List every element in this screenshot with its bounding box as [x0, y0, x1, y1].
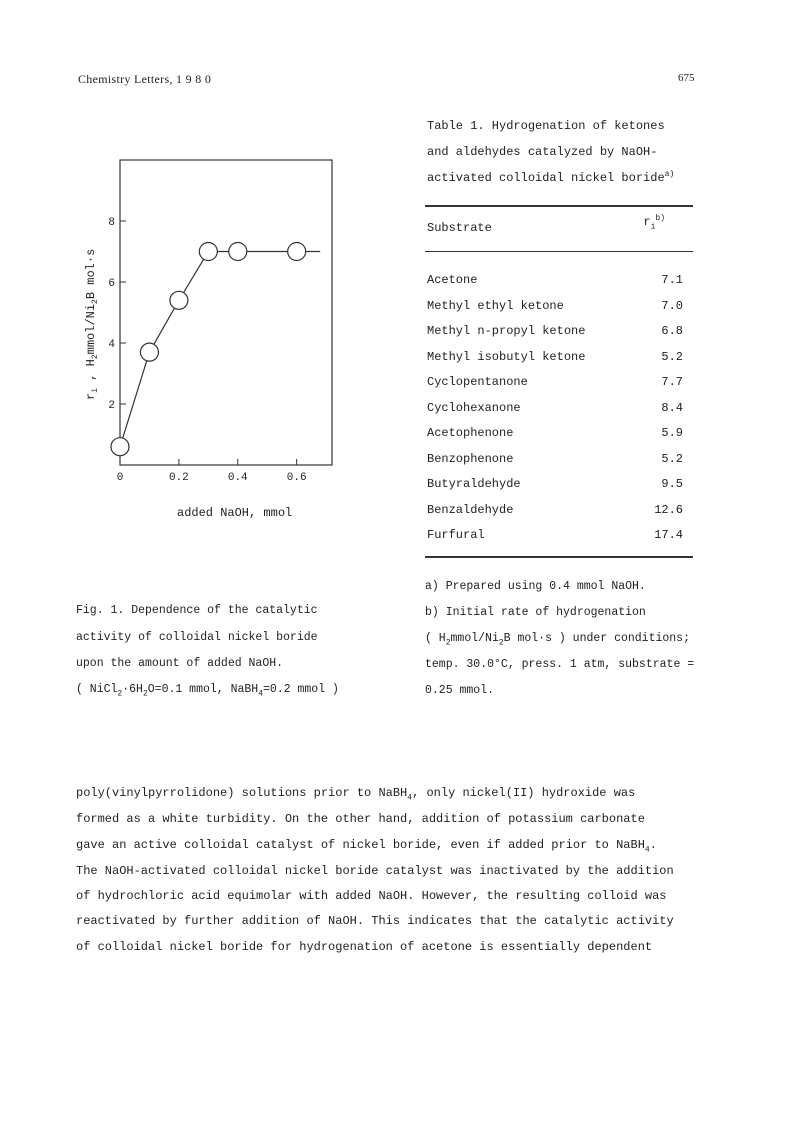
table-cell-rate: 8.4 [661, 400, 683, 415]
table-cell-rate: 5.9 [661, 426, 683, 440]
table-cell-substrate: Butyraldehyde [427, 477, 521, 491]
x-tick-label: 0.4 [227, 472, 248, 484]
body-line-5: of hydrochloric acid equimolar with added NaOH. However, the resulting colloid was [76, 889, 667, 903]
figure-caption-line-3: upon the amount of added NaOH. [76, 657, 284, 670]
y-tick-label: 8 [108, 217, 115, 229]
table-cell-substrate: Methyl isobutyl ketone [427, 349, 586, 364]
table-cell-substrate: Methyl ethyl ketone [427, 298, 564, 313]
x-tick-label: 0.2 [168, 472, 189, 484]
data-point [140, 343, 158, 361]
table-cell-substrate: Furfural [427, 528, 485, 542]
table-cell-rate: 17.4 [654, 528, 683, 542]
figure-caption-conditions: ( $NiCl_2\cdot 6H_2O=0.1$ mmol, NaBH$_4$=0.2 mmol ) [76, 683, 339, 699]
table-bottom-rule [425, 556, 693, 558]
table-cell-substrate: Methyl n-propyl ketone [427, 324, 586, 338]
table-header-rule [425, 251, 693, 252]
data-point [229, 243, 247, 261]
data-point [199, 243, 217, 261]
table-caption-line-2: and aldehydes catalyzed by NaOH- [427, 145, 658, 159]
journal-header: Chemistry Letters, 1 9 8 0 [78, 72, 212, 86]
y-axis-ticks [108, 217, 126, 412]
body-line-2: formed as a white turbidity. On the other hand, addition of potassium carbonate [76, 812, 645, 826]
body-line-3: gave an active colloidal catalyst of nickel boride, even if added prior to NaBH$_4$. [76, 838, 657, 855]
table-cell-substrate: Cyclohexanone [427, 400, 521, 415]
table-caption-line-1: Table 1. Hydrogenation of ketones [427, 119, 665, 133]
table-caption-line-3: activated colloidal nickel boride$^{a)}$ [427, 170, 675, 185]
table-header-substrate: Substrate [427, 221, 492, 235]
table-footnote-b-line-3: temp. 30.0°C, press. 1 atm, substrate = [425, 658, 695, 671]
table-footnote-b-line-2: ( $H_2mmol/Ni_2B$ mol·s ) under conditions; [425, 632, 690, 648]
table-cell-rate: 7.0 [661, 298, 683, 313]
table-top-rule [425, 205, 693, 207]
body-line-7: of colloidal nickel boride for hydrogenation of acetone is essentially dependent [76, 940, 653, 954]
table-footnote-b-line-1: b) Initial rate of hydrogenation [425, 606, 646, 619]
figure-caption-line-1: Fig. 1. Dependence of the catalytic [76, 604, 318, 617]
svg-text:ri , H2mmol/Ni2B mol·s: $r_i$ , $H_2mmol/Ni_2B$ mol·s [84, 248, 100, 400]
x-tick-label: 0 [116, 472, 124, 484]
table-cell-substrate: Cyclopentanone [427, 375, 528, 389]
y-tick-label: 4 [108, 339, 115, 351]
table-cell-substrate: Acetophenone [427, 426, 514, 440]
table-cell-rate: 6.8 [661, 324, 683, 338]
page-number: 675 [678, 72, 695, 84]
x-tick-label: 0.6 [286, 472, 307, 484]
table-cell-rate: 5.2 [661, 349, 683, 364]
table-cell-rate: 7.1 [661, 273, 683, 287]
table-cell-substrate: Acetone [427, 273, 478, 287]
table-cell-substrate: Benzaldehyde [427, 502, 514, 517]
body-line-4: The NaOH-activated colloidal nickel boride catalyst was inactivated by the addition [76, 864, 674, 878]
plot-frame [120, 160, 332, 465]
table-cell-substrate: Benzophenone [427, 451, 514, 466]
data-point [111, 438, 129, 456]
table-cell-rate: 5.2 [661, 451, 683, 466]
y-tick-label: 2 [108, 400, 115, 412]
x-axis-ticks [117, 459, 307, 484]
figure-caption-line-2: activity of colloidal nickel boride [76, 631, 318, 644]
y-axis-label [84, 249, 100, 400]
table-cell-rate: 7.7 [661, 375, 683, 389]
x-axis-label: added NaOH, mmol [177, 506, 293, 520]
table-footnote-b-line-4: 0.25 mmol. [425, 684, 495, 697]
table-header-rate: $r_i^{b)}$ [643, 214, 665, 232]
body-line-6: reactivated by further addition of NaOH. This indicates that the catalytic activity [76, 914, 674, 928]
data-point [288, 243, 306, 261]
data-point [170, 291, 188, 309]
series-points [111, 243, 306, 456]
table-cell-rate: 9.5 [661, 477, 683, 491]
figure-chart [70, 150, 370, 550]
y-tick-label: 6 [108, 278, 115, 290]
table-cell-rate: 12.6 [654, 502, 683, 517]
table-footnote-a: a) Prepared using 0.4 mmol NaOH. [425, 580, 646, 593]
body-line-1: poly(vinylpyrrolidone) solutions prior to NaBH$_4$, only nickel(II) hydroxide was [76, 786, 636, 803]
